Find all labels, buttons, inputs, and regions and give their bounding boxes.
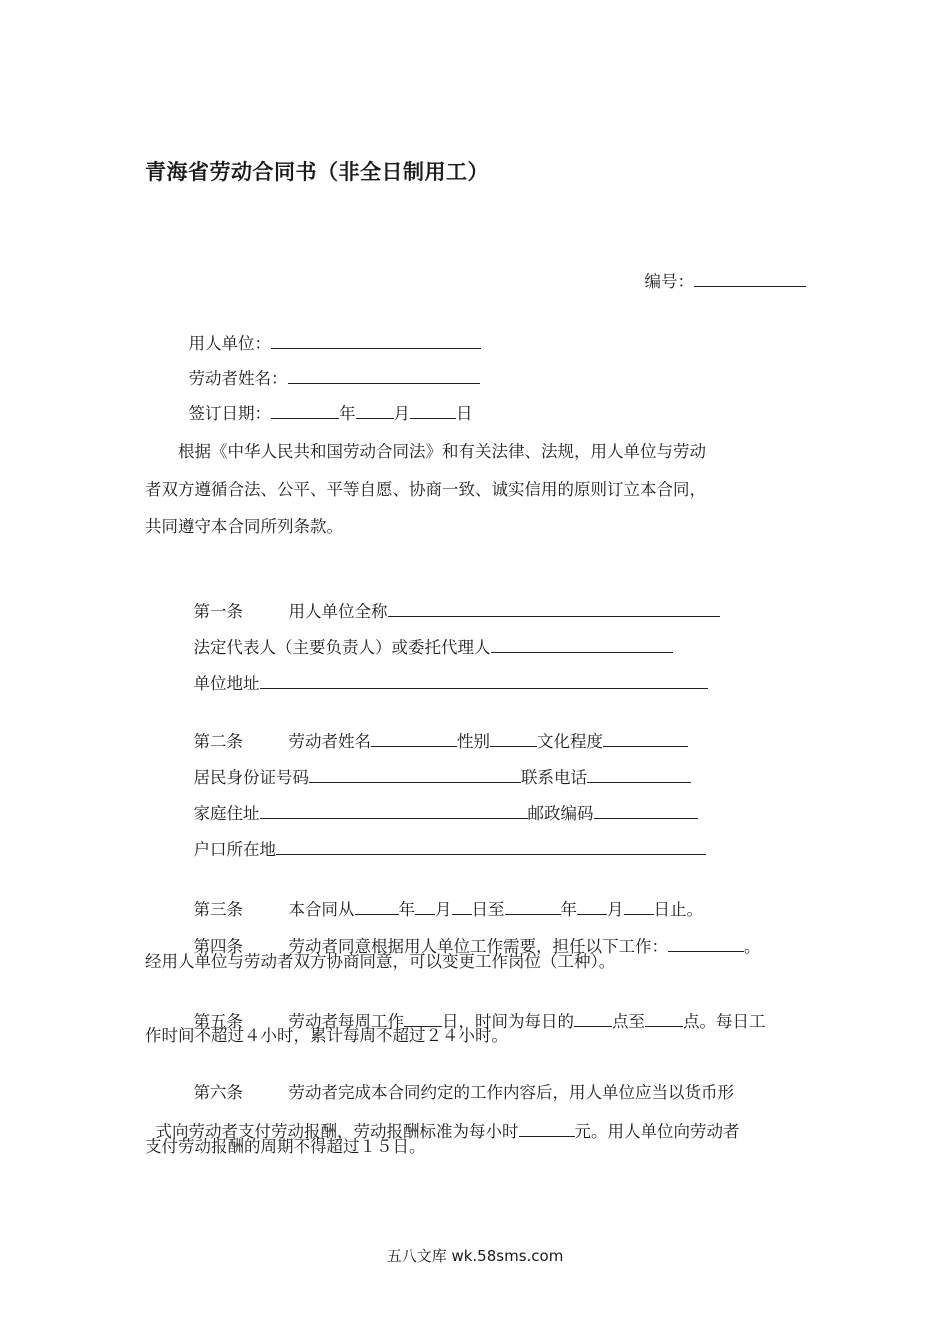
article6-number: 第六条 [193,1083,243,1102]
article6-text-1: 劳动者完成本合同约定的工作内容后，用人单位应当以货币形 [288,1083,734,1102]
id-number-label: 居民身份证号码 [193,768,309,787]
article4-text-1: 劳动者同意根据用人单位工作需要，担任以下工作： [288,937,668,956]
article5-text-1: 劳动者每周工作 [288,1012,404,1031]
hukou-label: 户口所在地 [193,840,276,859]
article3-number: 第三条 [193,900,243,919]
article2-number: 第二条 [193,732,243,751]
employer-full-name-label: 用人单位全称 [288,602,388,621]
article6-text-2b: 元。用人单位向劳动者 [574,1122,740,1141]
month-label: 月 [393,404,410,423]
number-label: 编号： [644,272,694,291]
article1-number: 第一条 [193,602,243,621]
article6-line3: 支付劳动报酬的周期不得超过１５日。 [145,1137,426,1156]
article6-text-2a: 式向劳动者支付劳动报酬，劳动报酬标准为每小时 [155,1122,519,1141]
number-blank [694,270,806,287]
article3-text-6: 月 [607,900,624,919]
article4-line2: 经用人单位与劳动者双方协商同意，可以变更工作岗位（工种）。 [145,952,616,971]
education-label: 文化程度 [537,732,603,751]
article3-text-3: 月 [435,900,452,919]
article5-text-2: 日，时间为每日的 [442,1012,574,1031]
home-address-label: 家庭住址 [193,804,260,823]
document-title: 青海省劳动合同书（非全日制用工） [145,160,489,184]
intro-line-1: 根据《中华人民共和国劳动合同法》和有关法律、法规，用人单位与劳动 [178,442,706,461]
employer-address-label: 单位地址 [193,674,260,693]
sign-date-line [178,380,473,425]
contract-number [634,248,806,293]
article1-line3 [183,650,708,695]
article4-text-2: 。 [744,937,761,956]
day-label: 日 [456,404,473,423]
article5-text-4: 点。每日工 [683,1012,766,1031]
article4-number: 第四条 [193,937,243,956]
article5-text-3: 点至 [612,1012,645,1031]
intro-line-2: 者双方遵循合法、公平、平等自愿、协商一致、诚实信用的原则订立本合同， [145,480,706,499]
article3-text-7: 日止。 [653,900,703,919]
article3-text-4: 日至 [471,900,505,919]
article2-line4 [183,816,706,861]
worker-name-label: 劳动者姓名 [288,732,371,751]
footer-watermark: 五八文库 wk.58sms.com [386,1247,564,1265]
article5-number: 第五条 [193,1012,243,1031]
article5-line2: 作时间不超过４小时，累计每周不超过２４小时。 [145,1026,508,1045]
article3-text-5: 年 [560,900,577,919]
legal-rep-label: 法定代表人（主要负责人）或委托代理人 [193,638,491,657]
intro-line-3: 共同遵守本合同所列条款。 [145,517,343,536]
year-label: 年 [339,404,356,423]
gender-label: 性别 [457,732,490,751]
phone-label: 联系电话 [521,768,587,787]
sign-date-label: 签订日期： [188,404,271,423]
postcode-label: 邮政编码 [527,804,594,823]
article3-text-1: 本合同从 [288,900,355,919]
article3-text-2: 年 [398,900,415,919]
employer-label: 用人单位： [188,334,271,353]
worker-label: 劳动者姓名： [188,369,288,388]
